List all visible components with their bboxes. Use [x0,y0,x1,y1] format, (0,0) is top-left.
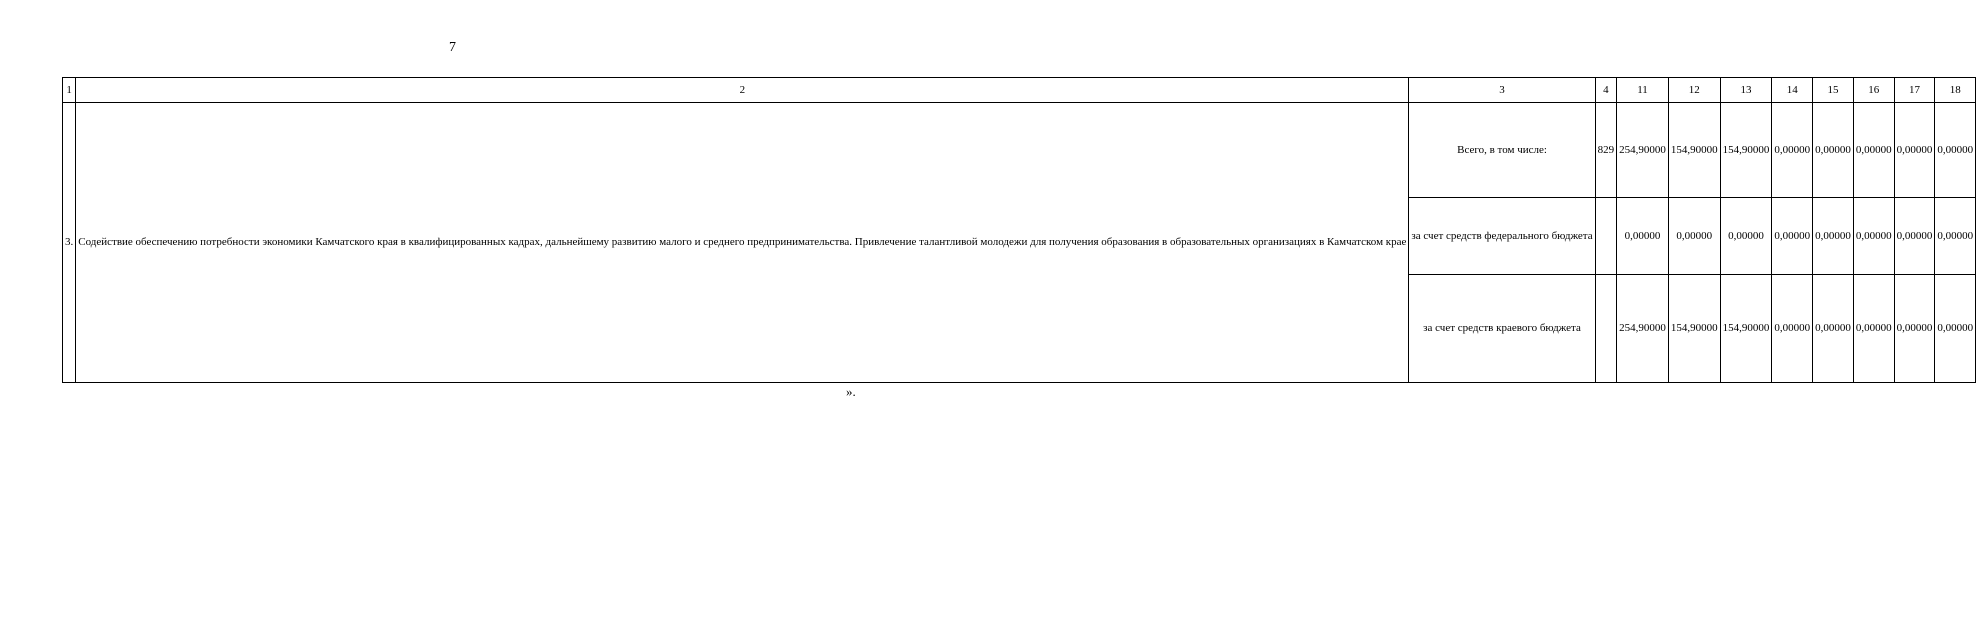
value-cell: 0,00000 [1853,103,1894,198]
value-cell: 154,90000 [1668,103,1720,198]
funding-source-cell: за счет средств краевого бюджета [1409,275,1595,383]
value-cell: 254,90000 [1617,103,1669,198]
column-header: 11 [1617,78,1669,103]
value-cell: 0,00000 [1813,275,1854,383]
budget-table [62,77,1976,383]
value-cell: 0,00000 [1894,275,1935,383]
column-header: 17 [1894,78,1935,103]
table-row [63,103,1976,198]
row-number-cell: 3. [63,103,76,383]
column-header: 3 [1409,78,1595,103]
funding-source-cell: за счет средств федерального бюджета [1409,198,1595,275]
value-cell: 154,90000 [1668,275,1720,383]
value-cell: 0,00000 [1935,198,1976,275]
funding-source-cell: Всего, в том числе: [1409,103,1595,198]
column-header: 4 [1595,78,1617,103]
value-cell: 154,90000 [1720,103,1772,198]
value-cell: 0,00000 [1668,198,1720,275]
column-header: 12 [1668,78,1720,103]
value-cell: 0,00000 [1772,103,1813,198]
value-cell: 0,00000 [1853,275,1894,383]
value-cell: 0,00000 [1720,198,1772,275]
closing-quote-mark: ». [846,384,856,399]
column-header: 2 [76,78,1409,103]
value-cell: 0,00000 [1813,198,1854,275]
column-header: 15 [1813,78,1854,103]
column-header: 1 [63,78,76,103]
measure-name-cell: Содействие обеспечению потребности экономики Камчатского края в квалифицированных кадрах, дальнейшему развитию малого и среднего предпринимательства. Привлечение талантливой молодежи для получения образования в образовательных организациях в Камчатском крае [76,103,1409,383]
value-cell: 254,90000 [1617,275,1669,383]
value-cell: 0,00000 [1894,198,1935,275]
column-header: 14 [1772,78,1813,103]
value-cell: 0,00000 [1894,103,1935,198]
value-cell: 0,00000 [1772,198,1813,275]
value-cell: 0,00000 [1853,198,1894,275]
page-number: 7 [449,40,456,55]
value-cell: 0,00000 [1617,198,1669,275]
code-cell [1595,275,1617,383]
value-cell: 154,90000 [1720,275,1772,383]
column-header: 16 [1853,78,1894,103]
table-header-row [63,78,1976,103]
value-cell: 0,00000 [1935,103,1976,198]
code-cell: 829 [1595,103,1617,198]
value-cell: 0,00000 [1772,275,1813,383]
column-header: 18 [1935,78,1976,103]
column-header: 13 [1720,78,1772,103]
value-cell: 0,00000 [1935,275,1976,383]
value-cell: 0,00000 [1813,103,1854,198]
code-cell [1595,198,1617,275]
